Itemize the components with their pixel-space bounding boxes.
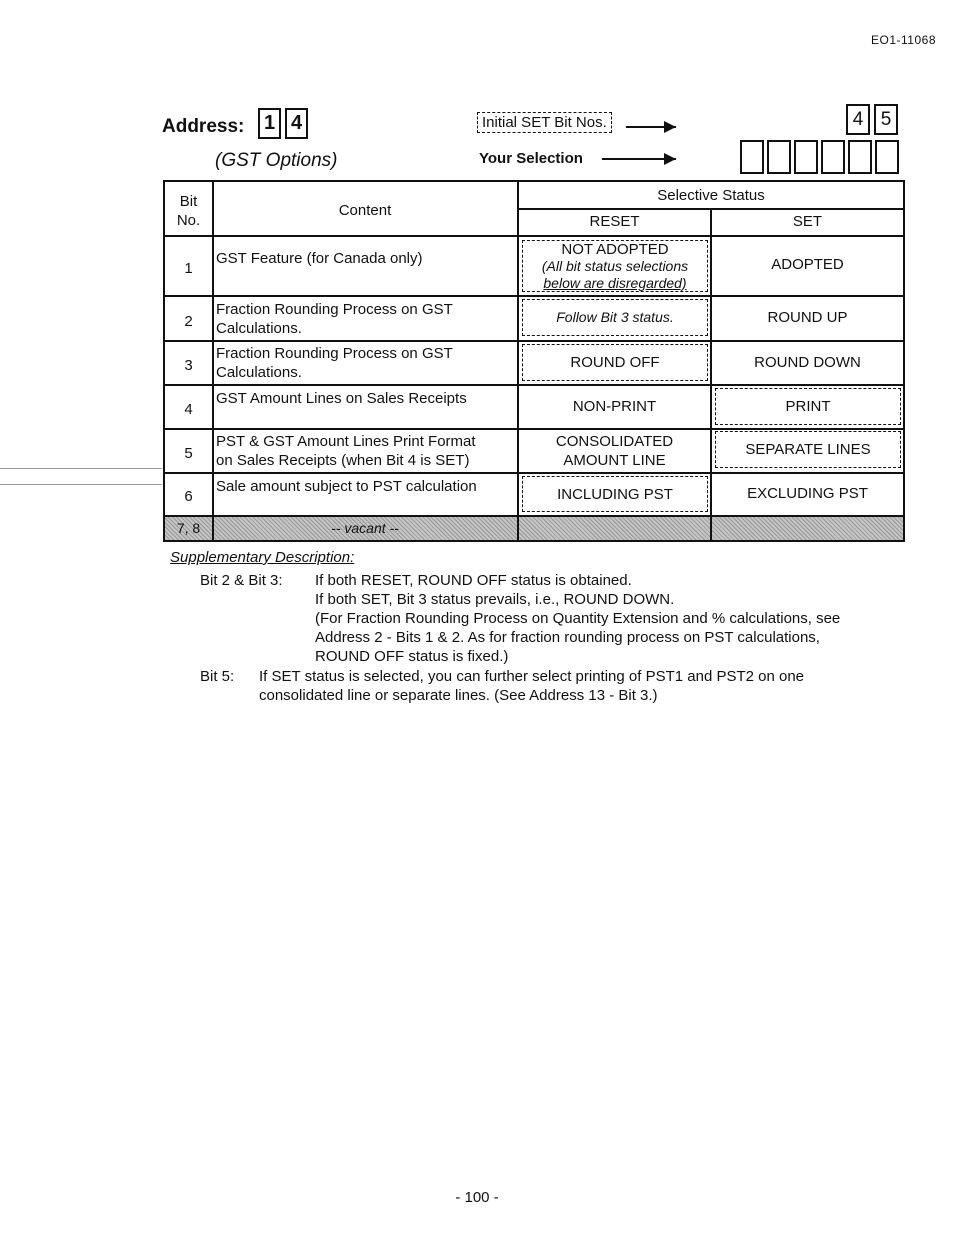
description-line: consolidated line or separate lines. (See Address 13 - Bit 3.) (259, 687, 658, 704)
selection-checkbox[interactable] (740, 140, 764, 174)
bit23-label: Bit 2 & Bit 3: (200, 572, 283, 589)
bit5-label: Bit 5: (200, 668, 235, 685)
selection-checkbox[interactable] (875, 140, 899, 174)
header-selective-status: Selective Status (657, 187, 765, 204)
document-id: EO1-11068 (871, 33, 936, 47)
row-content: GST Feature (for Canada only) (216, 250, 423, 267)
reset-status-selected: ROUND OFF (522, 344, 708, 381)
row-content-line: Fraction Rounding Process on GST (216, 301, 453, 318)
scan-artifact-line (0, 484, 162, 485)
arrow-head-icon (664, 121, 676, 133)
header-set: SET (792, 213, 823, 230)
bit5-description (259, 667, 900, 705)
row-content-line: Calculations. (216, 320, 302, 337)
initial-set-digit-box: 4 (846, 104, 870, 135)
reset-status-selected (522, 240, 708, 292)
description-line: If both RESET, ROUND OFF status is obtained. (315, 572, 632, 589)
table-divider (165, 472, 903, 474)
address-subtitle: (GST Options) (215, 150, 338, 171)
row-content-line: Calculations. (216, 364, 302, 381)
vacant-label: -- vacant -- (331, 520, 399, 536)
table-divider (517, 208, 903, 210)
reset-status-text: NOT ADOPTED (561, 240, 669, 258)
row-content: GST Amount Lines on Sales Receipts (216, 390, 467, 407)
header-bit-label: Bit (179, 193, 198, 210)
set-status-text: EXCLUDING PST (747, 485, 868, 502)
address-label: Address: (162, 116, 245, 137)
initial-set-digit-box: 5 (874, 104, 898, 135)
set-status-selected: PRINT (715, 388, 901, 425)
address-digit-box: 4 (285, 108, 308, 139)
row-bit-number: 3 (184, 357, 193, 374)
initial-set-label: Initial SET Bit Nos. (477, 112, 612, 133)
header-content: Content (338, 202, 392, 219)
description-line: If SET status is selected, you can further select printing of PST1 and PST2 on one (259, 668, 805, 685)
row-content-line: PST & GST Amount Lines Print Format (216, 433, 476, 450)
reset-status-text (519, 432, 710, 470)
table-divider (165, 295, 903, 297)
supplementary-title: Supplementary Description: (170, 549, 355, 566)
set-status-text: ROUND UP (767, 309, 848, 326)
selection-checkbox[interactable] (794, 140, 818, 174)
bit23-description (315, 571, 900, 666)
row-bit-number: 4 (184, 401, 193, 418)
description-line: If both SET, Bit 3 status prevails, i.e., ROUND DOWN. (315, 591, 675, 608)
header-bit-no (165, 192, 212, 230)
row-content-line: Fraction Rounding Process on GST (216, 345, 453, 362)
vacant-bits: 7, 8 (176, 520, 201, 536)
table-divider (165, 340, 903, 342)
gst-options-table (163, 180, 905, 542)
reset-status-selected: INCLUDING PST (522, 476, 708, 512)
row-content-line: on Sales Receipts (when Bit 4 is SET) (216, 452, 470, 469)
header-no-label: No. (176, 212, 201, 229)
row-bit-number: 6 (184, 488, 193, 505)
row-content (216, 300, 453, 338)
reset-status-line: CONSOLIDATED (555, 433, 674, 450)
description-line: (For Fraction Rounding Process on Quantity Extension and % calculations, see (315, 610, 841, 627)
row-bit-number: 5 (184, 445, 193, 462)
reset-status-note: below are disregarded) (543, 274, 687, 291)
page-number: - 100 - (455, 1189, 499, 1206)
table-divider (165, 235, 903, 237)
selection-checkbox[interactable] (821, 140, 845, 174)
arrow-head-icon (664, 153, 676, 165)
reset-status-note: (All bit status selections (541, 257, 689, 274)
reset-status-text: NON-PRINT (572, 398, 657, 415)
your-selection-label: Your Selection (479, 150, 583, 167)
table-divider (165, 515, 903, 517)
set-status-selected: SEPARATE LINES (715, 431, 901, 468)
description-line: ROUND OFF status is fixed.) (315, 648, 509, 665)
table-divider (165, 428, 903, 430)
address-digit-box: 1 (258, 108, 281, 139)
row-content: Sale amount subject to PST calculation (216, 478, 477, 495)
set-status-text: ROUND DOWN (754, 354, 861, 371)
table-divider (165, 384, 903, 386)
set-status-text: ADOPTED (771, 256, 844, 273)
selection-checkbox[interactable] (848, 140, 872, 174)
scan-artifact-line (0, 468, 162, 469)
row-bit-number: 1 (184, 260, 193, 277)
row-bit-number: 2 (184, 313, 193, 330)
selection-checkbox[interactable] (767, 140, 791, 174)
header-reset: RESET (589, 213, 640, 230)
description-line: Address 2 - Bits 1 & 2. As for fraction rounding process on PST calculations, (315, 629, 820, 646)
reset-status-selected: Follow Bit 3 status. (522, 299, 708, 336)
row-content (216, 432, 476, 470)
row-content (216, 344, 453, 382)
reset-status-line: AMOUNT LINE (563, 452, 666, 469)
